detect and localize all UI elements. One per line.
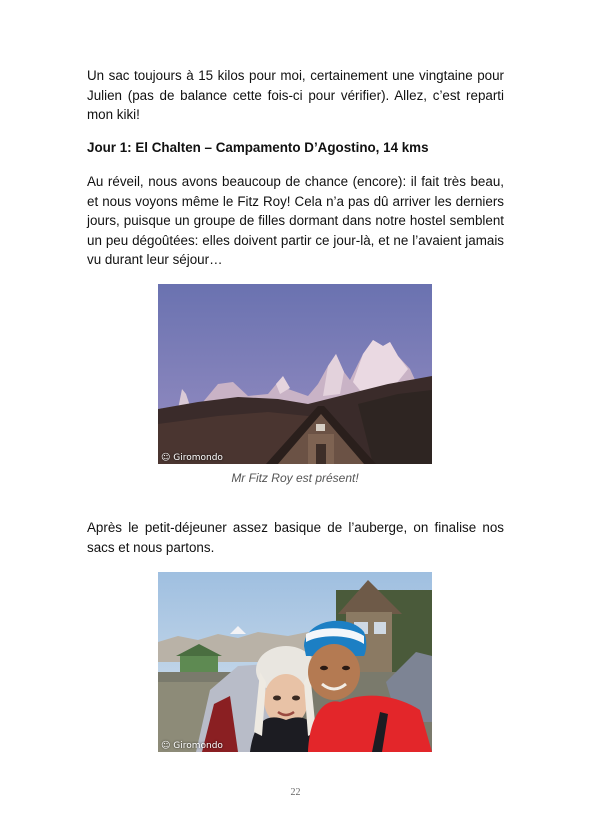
day-heading: Jour 1: El Chalten – Campamento D’Agostino, 14 kms <box>87 140 429 155</box>
photo-credit: ☺ Giromondo <box>161 741 223 751</box>
photo-credit: ☺ Giromondo <box>161 453 223 463</box>
breakfast-paragraph: Après le petit-déjeuner assez basique de l’auberge, on finalise nos sacs et nous partons. <box>87 520 504 555</box>
photo-caption: Mr Fitz Roy est présent! <box>231 471 359 485</box>
morning-paragraph: Au réveil, nous avons beaucoup de chance (encore): il fait très beau, et nous voyons même le Fitz Roy! Cela n’a pas dû arriver les derniers jours, puisque un groupe de filles dormant dans notre hostel semblent un peu dégoûtées: elles doivent partir ce jour-là, et ne l’avaient jamais vu durant leur séjour… <box>87 174 504 268</box>
page-number: 22 <box>290 787 301 798</box>
intro-paragraph: Un sac toujours à 15 kilos pour moi, certainement une vingtaine pour Julien (pas de balance cette fois-ci pour vérifier). Allez, c’est reparti mon kiki! <box>87 68 504 123</box>
selfie-photo <box>158 572 432 752</box>
fitz-roy-photo <box>158 284 432 464</box>
